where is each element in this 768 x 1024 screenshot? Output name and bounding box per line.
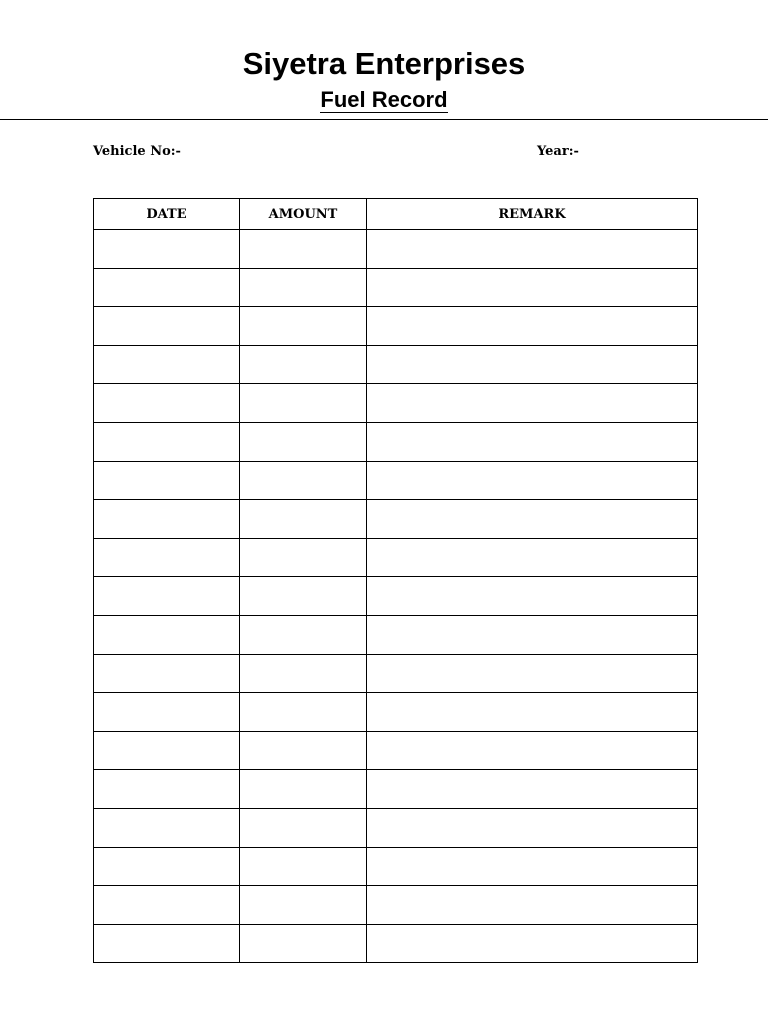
amount-cell <box>240 384 367 423</box>
date-cell <box>94 461 240 500</box>
remark-cell <box>367 770 698 809</box>
form-title <box>0 86 768 114</box>
amount-cell <box>240 461 367 500</box>
column-header-remark: REMARK <box>367 199 698 230</box>
date-cell <box>94 230 240 269</box>
table-row <box>94 422 698 461</box>
remark-cell <box>367 808 698 847</box>
header-divider <box>0 119 768 120</box>
date-cell <box>94 268 240 307</box>
date-cell <box>94 693 240 732</box>
amount-cell <box>240 731 367 770</box>
table-row <box>94 500 698 539</box>
table-row <box>94 731 698 770</box>
table-row <box>94 577 698 616</box>
date-cell <box>94 500 240 539</box>
amount-cell <box>240 615 367 654</box>
fuel-record-table <box>93 198 698 963</box>
amount-cell <box>240 538 367 577</box>
date-cell <box>94 731 240 770</box>
amount-cell <box>240 847 367 886</box>
company-name: Siyetra Enterprises <box>242 46 526 81</box>
remark-cell <box>367 345 698 384</box>
remark-cell <box>367 384 698 423</box>
date-cell <box>94 384 240 423</box>
table-header-row <box>94 199 698 230</box>
date-cell <box>94 924 240 963</box>
date-cell <box>94 307 240 346</box>
remark-cell <box>367 307 698 346</box>
amount-cell <box>240 808 367 847</box>
table-row <box>94 924 698 963</box>
date-cell <box>94 770 240 809</box>
date-cell <box>94 577 240 616</box>
date-cell <box>94 847 240 886</box>
amount-cell <box>240 693 367 732</box>
table-row <box>94 345 698 384</box>
amount-cell <box>240 345 367 384</box>
amount-cell <box>240 307 367 346</box>
table-row <box>94 538 698 577</box>
table-row <box>94 770 698 809</box>
date-cell <box>94 345 240 384</box>
remark-cell <box>367 577 698 616</box>
amount-cell <box>240 770 367 809</box>
table-row <box>94 808 698 847</box>
amount-cell <box>240 577 367 616</box>
remark-cell <box>367 538 698 577</box>
amount-cell <box>240 268 367 307</box>
amount-cell <box>240 422 367 461</box>
remark-cell <box>367 268 698 307</box>
date-cell <box>94 615 240 654</box>
table-row <box>94 615 698 654</box>
vehicle-number-label: Vehicle No:- <box>93 144 181 159</box>
amount-cell <box>240 230 367 269</box>
remark-cell <box>367 461 698 500</box>
date-cell <box>94 654 240 693</box>
date-cell <box>94 886 240 925</box>
remark-cell <box>367 886 698 925</box>
amount-cell <box>240 654 367 693</box>
remark-cell <box>367 847 698 886</box>
table-row <box>94 461 698 500</box>
table-row <box>94 654 698 693</box>
remark-cell <box>367 924 698 963</box>
remark-cell <box>367 615 698 654</box>
table-row <box>94 886 698 925</box>
amount-cell <box>240 886 367 925</box>
remark-cell <box>367 422 698 461</box>
form-title-text: Fuel Record <box>320 87 448 112</box>
date-cell <box>94 538 240 577</box>
table-row <box>94 693 698 732</box>
remark-cell <box>367 731 698 770</box>
remark-cell <box>367 693 698 732</box>
column-header-date: DATE <box>94 199 240 230</box>
amount-cell <box>240 500 367 539</box>
table-row <box>94 268 698 307</box>
table-row <box>94 230 698 269</box>
remark-cell <box>367 654 698 693</box>
amount-cell <box>240 924 367 963</box>
remark-cell <box>367 500 698 539</box>
table-row <box>94 307 698 346</box>
date-cell <box>94 422 240 461</box>
table-row <box>94 384 698 423</box>
date-cell <box>94 808 240 847</box>
table-body <box>94 230 698 963</box>
table-row <box>94 847 698 886</box>
year-label: Year:- <box>537 144 579 159</box>
remark-cell <box>367 230 698 269</box>
column-header-amount: AMOUNT <box>240 199 367 230</box>
